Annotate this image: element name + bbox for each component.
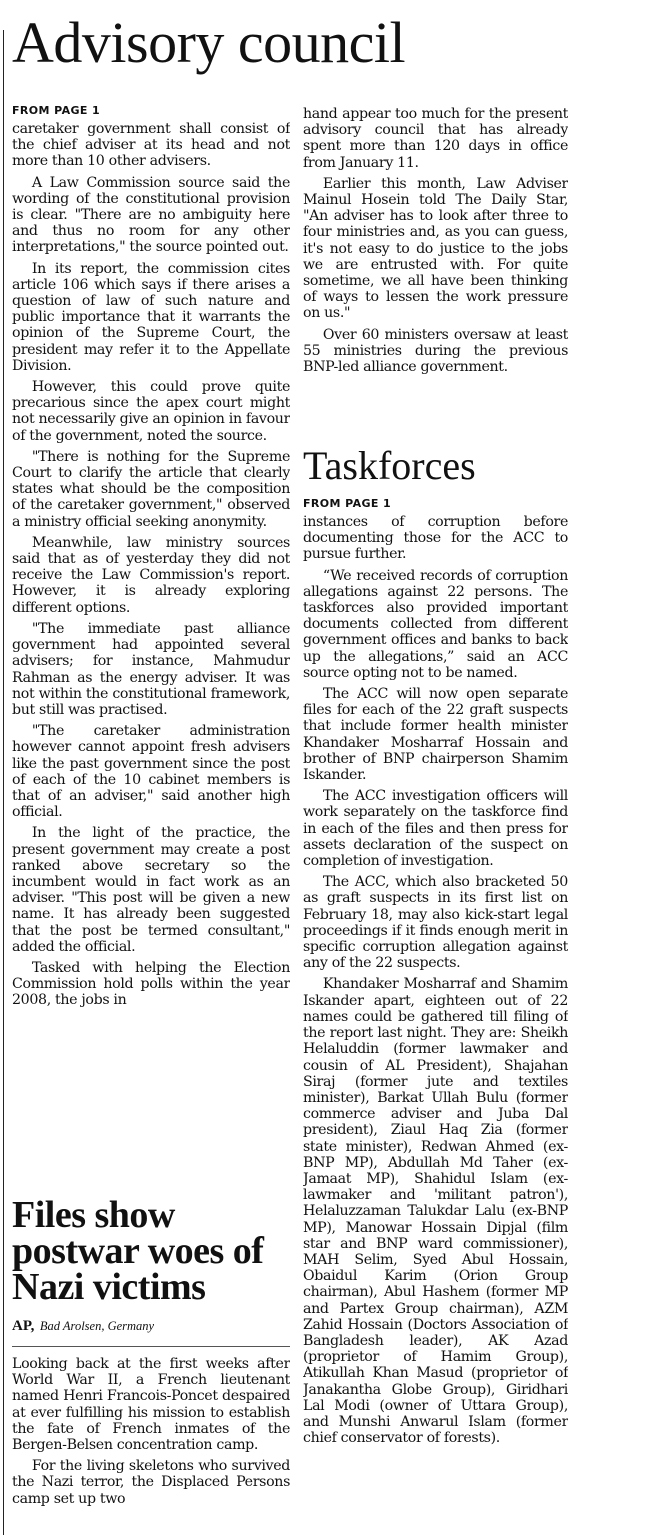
advisory-paragraph: However, this could prove quite precarious since the apex court might not necessarily give an opinion in favour of the government, noted the source.	[12, 379, 290, 444]
advisory-paragraph: Meanwhile, law ministry sources said that as of yesterday they did not receive the Law Commission's report. However, it is already exploring different options.	[12, 534, 290, 616]
taskforces-headline: Taskforces	[303, 443, 476, 488]
advisory-council-headline: Advisory council	[12, 10, 406, 75]
taskforces-paragraph: Khandaker Mosharraf and Shamim Iskander apart, eighteen out of 22 names could be gathered till filing of the report last night. They are: Sheikh Helaluddin (former lawmaker and cousin of AL President), Shajahan Siraj (former jute and textiles minister), Barkat Ullah Bulu (former commerce adviser and Juba Dal president), Ziaul Haq Zia (former state minister), Redwan Ahmed (ex-BNP MP), Abdullah Md Taher (ex-Jamaat MP), Shahidul Islam (ex-lawmaker and 'militant patron'), Helaluzzaman Talukdar Lalu (ex-BNP MP), Manowar Hossain Dipjal (film star and BNP ward commissioner), MAH Selim, Syed Abul Hossain, Obaidul Karim (Orion Group chairman), Abul Hashem (former MP and Partex Group chairman), AZM Zahid Hossain (Doctors Association of Bangladesh leader), AK Azad (proprietor of Hamim Group), Atikullah Khan Masud (proprietor of Janakantha Globe Group), Giridhari Lal Modi (owner of Uttara Group), and Munshi Anwarul Islam (former chief conservator of forests).	[303, 976, 568, 1447]
files-paragraph: Looking back at the first weeks after World War II, a French lieutenant named Henri Francois-Poncet despaired at ever fulfilling his mission to establish the fate of French inmates of the Bergen-Belsen concentration camp.	[12, 1356, 290, 1454]
files-byline	[12, 1318, 292, 1335]
advisory-right-column	[303, 106, 568, 436]
advisory-paragraph: Over 60 ministers oversaw at least 55 ministries during the previous BNP-led alliance government.	[303, 326, 568, 376]
files-headline: Files show postwar woes of Nazi victims	[12, 1194, 264, 1308]
advisory-left-column	[12, 101, 290, 1176]
advisory-paragraph: In the light of the practice, the present government may create a post ranked above secretary so the incumbent would in fact work as an adviser. "This post will be given a new name. It has already been suggested that the post be termed consultant," added the official.	[12, 825, 290, 955]
taskforces-paragraph: “We received records of corruption allegations against 22 persons. The taskforces also provided important documents collected from different government offices and banks to back up the allegations,” said an ACC source opting not to be named.	[303, 567, 568, 681]
files-column	[12, 1356, 290, 1535]
advisory-paragraph: "The immediate past alliance government had appointed several advisers; for instance, Mahmudur Rahman as the energy adviser. It was not within the constitutional framework, but still was practised.	[12, 620, 290, 718]
taskforces-paragraph: The ACC, which also bracketed 50 as graft suspects in its first list on February 18, may also kick-start legal proceedings if it finds enough merit in specific corruption allegation against any of the 22 suspects.	[303, 874, 568, 972]
byline-place: Bad Arolsen, Germany	[39, 1319, 155, 1333]
column-rule	[3, 30, 4, 1535]
advisory-paragraph: In its report, the commission cites article 106 which says if there arises a question of law of such nature and public importance that it warrants the opinion of the Supreme Court, the president may refer it to the Appellate Division.	[12, 260, 290, 374]
advisory-kicker: FROM PAGE 1	[12, 104, 101, 117]
advisory-paragraph: Earlier this month, Law Adviser Mainul Hosein told The Daily Star, "An adviser has to look after three to four ministries and, as you can guess, it's not easy to do justice to the jobs we are entrusted with. For quite sometime, we all have been thinking of ways to lessen the work pressure on us."	[303, 175, 568, 322]
byline-agency: AP,	[12, 1318, 35, 1334]
taskforces-paragraph: The ACC will now open separate files for each of the 22 graft suspects that include former health minister Khandaker Mosharraf Hossain and brother of BNP chairperson Shamim Iskander.	[303, 686, 568, 784]
advisory-paragraph: hand appear too much for the present advisory council that has already spent more than 120 days in office from January 11.	[303, 106, 568, 171]
taskforces-kicker: FROM PAGE 1	[303, 497, 392, 510]
advisory-paragraph: A Law Commission source said the wording of the constitutional provision is clear. "There are no ambiguity here and thus no room for any other interpretations," the source pointed out.	[12, 174, 290, 256]
byline-rule	[12, 1346, 290, 1347]
taskforces-paragraph: The ACC investigation officers will work separately on the taskforce find in each of the files and then press for assets declaration of the suspect on completion of investigation.	[303, 788, 568, 870]
files-paragraph: For the living skeletons who survived the Nazi terror, the Displaced Persons camp set up two	[12, 1458, 290, 1507]
advisory-paragraph: "The caretaker administration however cannot appoint fresh advisers like the past government since the post of each of the 10 cabinet members is that of an adviser," said another high official.	[12, 723, 290, 821]
taskforces-column	[303, 494, 568, 1535]
advisory-paragraph: Tasked with helping the Election Commission hold polls within the year 2008, the jobs in	[12, 959, 290, 1009]
advisory-paragraph: caretaker government shall consist of the chief adviser at its head and not more than 10 other advisers.	[12, 121, 290, 170]
advisory-paragraph: "There is nothing for the Supreme Court to clarify the article that clearly states what should be the composition of the caretaker government," observed a ministry official seeking anonymity.	[12, 448, 290, 530]
taskforces-paragraph: instances of corruption before documenting those for the ACC to pursue further.	[303, 514, 568, 563]
